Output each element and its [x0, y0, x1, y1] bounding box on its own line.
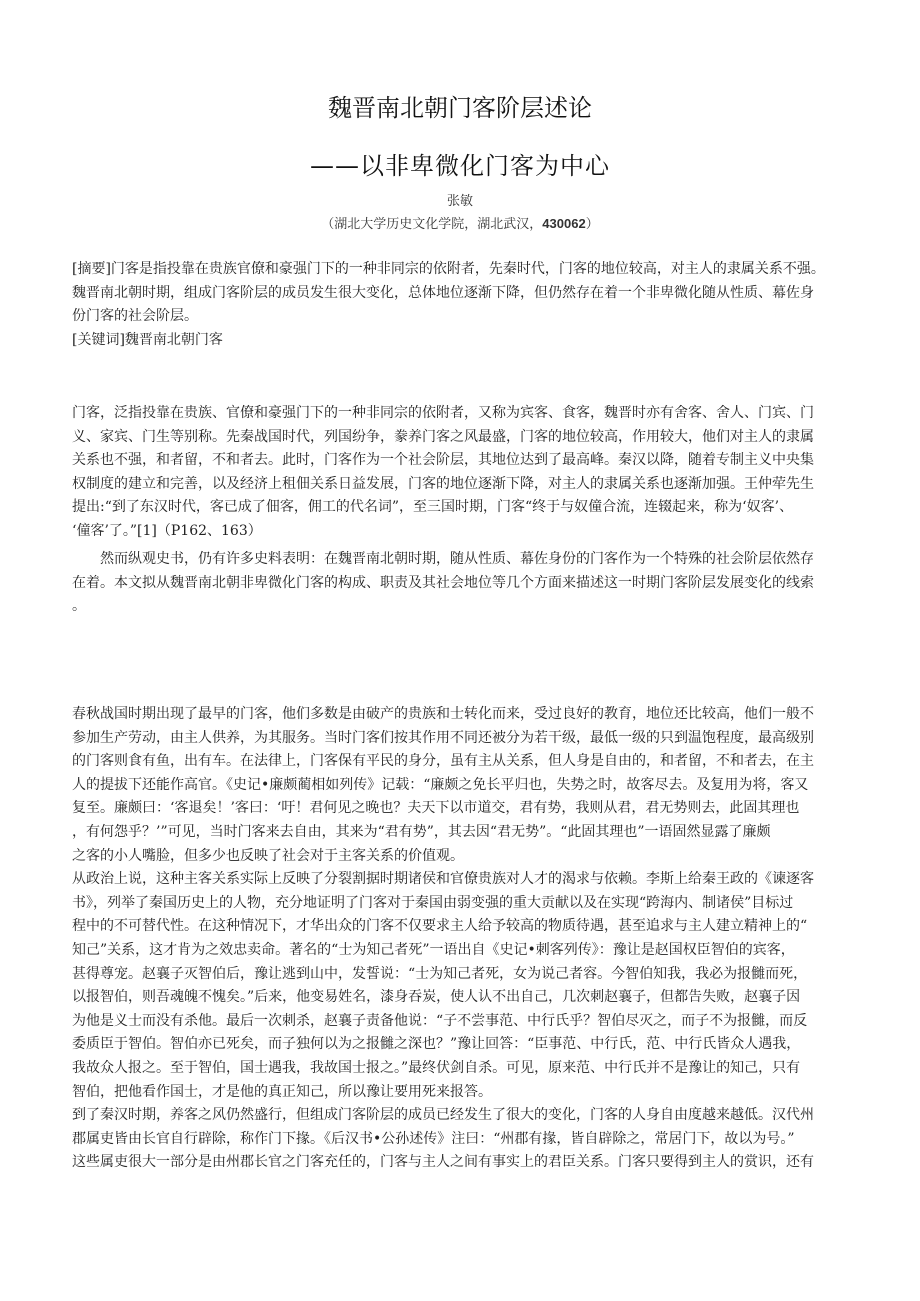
- text-line: 的门客则食有鱼，出有车。在法律上，门客保有平民的身分，虽有主从关系，但人身是自由的，和者留，不和者去，在主: [72, 753, 814, 770]
- text-line: 权制度的建立和完善，以及经济上租佃关系日益发展，门客的地位逐渐下降，对主人的隶属关系也逐渐加强。王仲荦先生: [72, 475, 814, 492]
- text-line: 义、家宾、门生等别称。先秦战国时代，列国纷争，豢养门客之风最盛，门客的地位较高，作用较大，他们对主人的隶属: [72, 428, 814, 445]
- text-line: 春秋战国时期出现了最早的门客，他们多数是由破产的贵族和士转化而来，受过良好的教育，地位还比较高，他们一般不: [72, 706, 814, 722]
- author-affiliation: [0, 213, 920, 232]
- text-line: 之客的小人嘴脸，但多少也反映了社会对于主客关系的价值观。: [72, 847, 464, 864]
- postcode: 430062: [542, 216, 586, 231]
- text-line: 为他是义士而没有杀他。最后一次刺杀，赵襄子责备他说：“子不尝事范、中行氏乎？智伯尽灭之，而子不为报雠，而反: [72, 1012, 808, 1029]
- intro-paragraph-2: [72, 548, 852, 619]
- text-line: 甚得尊宠。赵襄子灭智伯后，豫让逃到山中，发誓说：“士为知己者死，女为说己者容。今智伯知我，我必为报雠而死，: [72, 965, 808, 982]
- text-line: ‘僮客’了。”[1]（P162、163）: [72, 522, 262, 539]
- text-line: 人的提拔下还能作高官。《史记•廉颇蔺相如列传》记载：“廉颇之免长平归也，失势之时，故客尽去。及复用为将，客又: [72, 776, 809, 793]
- text-line: 然而纵观史书，仍有许多史料表明：在魏晋南北朝时期，随从性质、幕佐身份的门客作为一个特殊的社会阶层依然存: [72, 551, 814, 567]
- affiliation-text: （湖北大学历史文化学院，湖北武汉，: [321, 217, 543, 232]
- text-line: 程中的不可替代性。在这种情况下，才华出众的门客不仅要求主人给予较高的物质待遇，甚至追求与主人建立精神上的“: [72, 918, 808, 935]
- text-line: 。: [72, 598, 86, 615]
- text-line: 以报智伯，则吾魂魄不愧矣。”后来，他变易姓名，漆身吞炭，使人认不出自己，几次刺赵襄子，但都告失败，赵襄子因: [72, 989, 801, 1006]
- abstract-line: 份门客的社会阶层。: [72, 308, 198, 325]
- text-line: 委质臣于智伯。智伯亦已死矣，而子独何以为之报雠之深也？”豫让回答：“臣事范、中行氏，范、中行氏皆众人遇我，: [72, 1036, 801, 1053]
- text-line: 书》，列举了秦国历史上的人物，充分地证明了门客对于秦国由弱变强的重大贡献以及在实现“跨海内、制诸侯”目标过: [72, 894, 794, 911]
- text-line: 到了秦汉时期，养客之风仍然盛行，但组成门客阶层的成员已经发生了很大的变化，门客的人身自由度越来越低。汉代州: [72, 1107, 814, 1124]
- intro-paragraph-1: [72, 402, 852, 544]
- text-line: 参加生产劳动，由主人供养，为其服务。当时门客们按其作用不同还被分为若干级，最低一级的只到温饱程度，最高级别: [72, 729, 814, 746]
- text-line: 复至。廉颇曰：‘客退矣！’客曰：‘吁！君何见之晚也？夫天下以市道交，君有势，我则从君，君无势则去，此固其理也: [72, 800, 800, 817]
- text-line: 知己”关系，这才肯为之效忠卖命。著名的“士为知己者死”一语出自《史记•刺客列传》：豫让是赵国权臣智伯的宾客，: [72, 941, 795, 958]
- text-line: 智伯，把他看作国士，才是他的真正知己，所以豫让要用死来报答。: [72, 1083, 492, 1100]
- text-line: 关系也不强，和者留，不和者去。此时，门客作为一个社会阶层，其地位达到了最高峰。秦汉以降，随着专制主义中央集: [72, 452, 814, 469]
- abstract-block: [72, 258, 852, 352]
- keywords-line: [关键词]魏晋南北朝门客: [72, 331, 223, 348]
- text-line: 从政治上说，这种主客关系实际上反映了分裂割据时期诸侯和官僚贵族对人才的渴求与依赖。李斯上给秦王政的《谏逐客: [72, 871, 814, 888]
- text-line: 在着。本文拟从魏晋南北朝非卑微化门客的构成、职责及其社会地位等几个方面来描述这一时期门客阶层发展变化的线索: [72, 574, 814, 591]
- text-line: 郡属吏皆由长官自行辟除，称作门下掾。《后汉书•公孙述传》注曰：“州郡有掾，皆自辟除之，常居门下，故以为号。”: [72, 1130, 795, 1147]
- paper-title: 魏晋南北朝门客阶层述论: [328, 94, 592, 122]
- text-line: 我故众人报之。至于智伯，国士遇我，我故国士报之。”最终伏剑自杀。可见，原来范、中行氏并不是豫让的知己，只有: [72, 1059, 801, 1076]
- text-line: 这些属吏很大一部分是由州郡长官之门客充任的，门客与主人之间有事实上的君臣关系。门客只要得到主人的赏识，还有: [72, 1154, 814, 1171]
- paper-subtitle: ——以非卑微化门客为中心: [310, 152, 610, 180]
- text-line: 提出:“到了东汉时代，客已成了佃客，佣工的代名词”，至三国时期，门客“终于与奴僮合流，连辍起来，称为‘奴客’、: [72, 499, 794, 516]
- text-line: ，有何怨乎？’”可见，当时门客来去自由，其来为“君有势”，其去因“君无势”。“此固其理也”一语固然显露了廉颇: [72, 823, 771, 840]
- abstract-line: [摘要]门客是指投靠在贵族官僚和豪强门下的一种非同宗的依附者，先秦时代，门客的地位较高，对主人的隶属关系不强。: [72, 261, 825, 277]
- text-line: 门客，泛指投靠在贵族、官僚和豪强门下的一种非同宗的依附者，又称为宾客、食客，魏晋时亦有舍客、舍人、门宾、门: [72, 405, 814, 421]
- affiliation-close: ）: [585, 217, 599, 232]
- author-name: 张敏: [446, 194, 473, 209]
- section-1-body: [72, 703, 852, 1175]
- abstract-line: 魏晋南北朝时期，组成门客阶层的成员发生很大变化，总体地位逐渐下降，但仍然存在着一个非卑微化随从性质、幕佐身: [72, 284, 814, 301]
